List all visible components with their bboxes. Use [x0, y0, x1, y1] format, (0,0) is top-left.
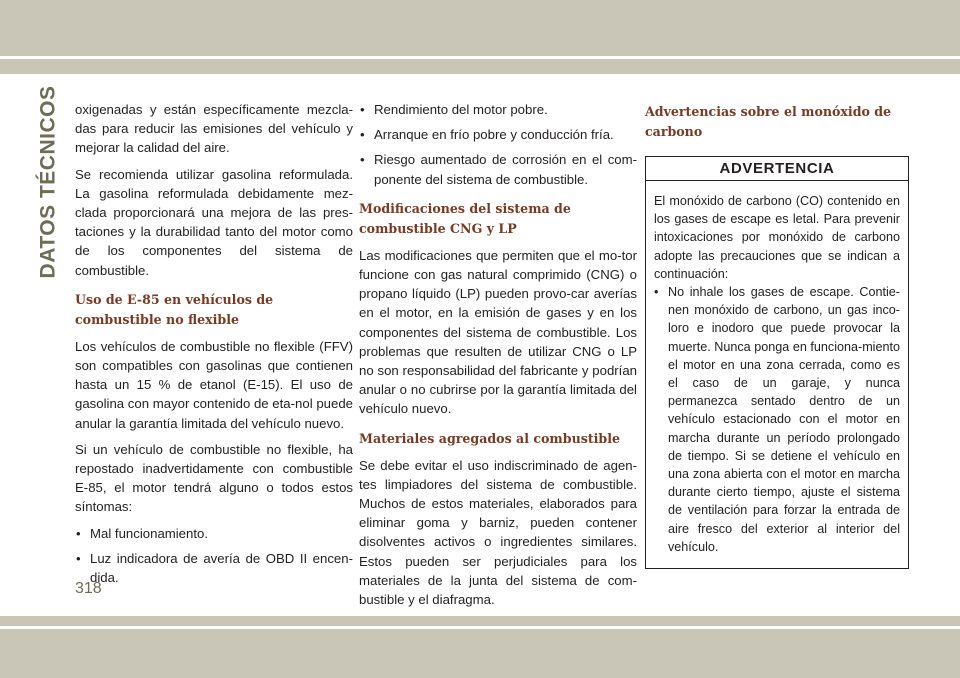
column-3 — [645, 100, 909, 569]
warning-item: • No inhale los gases de escape. Contie-nen monóxido de carbono, un gas inco-loro e inodoro que puede provocar la muerte. Nunca ponga en funciona-miento el motor en una zona cerrada, como es el caso de un garaje, y nunca permanezca sentado dentro de un vehículo estacionado con el motor en marcha durante un período prolongado de tiempo. Si se detiene el vehículo en una zona abierta con el motor en marcha durante cierto tiempo, ajuste el sistema de ventilación para forzar la entrada de aire fresco del exterior al interior del vehículo. — [654, 283, 900, 556]
list-item: • Rendimiento del motor pobre. — [359, 100, 637, 119]
header-rule — [0, 56, 960, 59]
list-item: • Riesgo aumentado de corrosión en el com-ponente del sistema de combustible. — [359, 150, 637, 188]
warning-body — [646, 181, 908, 568]
warning-intro: El monóxido de carbono (CO) contenido en los gases de escape es letal. Para prevenir intoxicaciones por monóxido de carbono adopte las precauciones que se indican a continuación: — [654, 194, 900, 281]
section-heading: Advertencias sobre el monóxido de carbono — [645, 104, 892, 139]
paragraph: Se debe evitar el uso indiscriminado de agen-tes limpiadores del sistema de combustible. Muchos de estos materiales, elaborados para eliminar goma y barniz, pueden contener disolventes activos o ingredientes similares. Estos pueden ser perjudiciales para los materiales de la junta del sistema de com-bustible y el diafragma. — [359, 457, 637, 608]
warning-title: ADVERTENCIA — [646, 157, 908, 181]
header-band — [0, 0, 960, 74]
warning-list — [654, 283, 900, 556]
footer-rule — [0, 626, 960, 629]
paragraph: oxigenadas y están específicamente mezcla-das para reducir las emisiones del vehículo y mejorar la calidad del aire. — [75, 102, 353, 156]
section-heading: Modificaciones del sistema de combustible CNG y LP — [359, 200, 571, 236]
section-heading: Materiales agregados al combustible — [359, 430, 621, 446]
list-item: • Luz indicadora de avería de OBD II encen-dida. — [75, 549, 353, 587]
paragraph: Si un vehículo de combustible no flexible, ha repostado inadvertidamente con combustible E-85, el motor tendrá alguno o todos estos síntomas: — [75, 441, 353, 515]
footer-band — [0, 616, 960, 678]
section-heading: Uso de E-85 en vehículos de combustible no flexible — [75, 291, 274, 327]
symptom-list-continued — [359, 100, 637, 189]
warning-box — [645, 156, 909, 569]
page-number: 318 — [75, 580, 102, 597]
section-side-tab — [26, 85, 70, 279]
column-2 — [359, 100, 637, 616]
column-1 — [75, 100, 353, 593]
list-item: • Arranque en frío pobre y conducción fría. — [359, 125, 637, 144]
section-tab-label: DATOS TÉCNICOS — [36, 85, 59, 279]
list-item: • Mal funcionamiento. — [75, 524, 353, 543]
paragraph: Se recomienda utilizar gasolina reformulada. La gasolina reformulada debidamente mez-clada proporcionará una mejora de las pres-taciones y la durabilidad tanto del motor como de los componentes del sistema de combustible. — [75, 166, 353, 278]
symptom-list — [75, 524, 353, 588]
paragraph: Los vehículos de combustible no flexible (FFV) son compatibles con gasolinas que contienen hasta un 15 % de etanol (E-15). El uso de gasolina con mayor contenido de eta-nol puede anular la garantía limitada del vehículo nuevo. — [75, 338, 353, 431]
paragraph: Las modificaciones que permiten que el mo-tor funcione con gas natural comprimido (CNG) o propano líquido (LP) pueden provo-car averías en el motor, en la emisión de gases y en los componentes del sistema de combustible. Los problemas que resulten de utilizar CNG o LP no son responsabilidad del fabricante y podrían anular o no cubrirse por la garantía limitada del vehículo nuevo. — [359, 247, 637, 417]
